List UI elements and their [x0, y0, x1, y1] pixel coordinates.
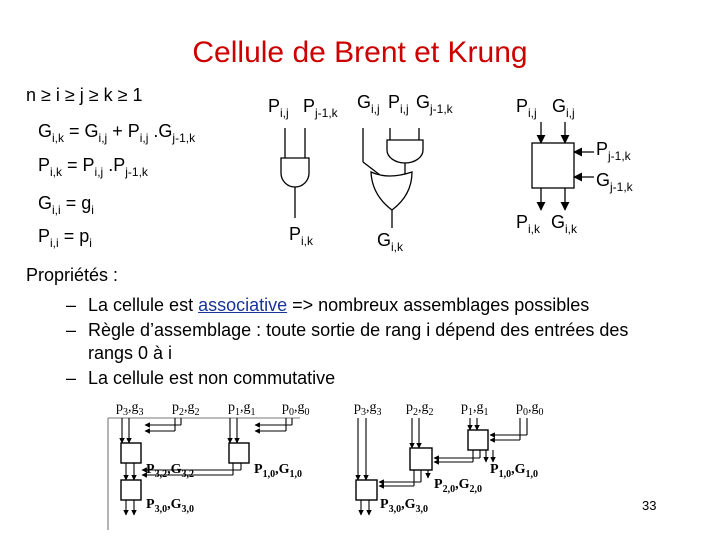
br-input-2: $p_2,g_2$ — [406, 400, 434, 418]
property-assembly-rule-line-2: rangs 0 à i — [88, 343, 173, 363]
or-gate-input-label-2: $P_{i,j}$ — [388, 92, 409, 116]
or-gate — [363, 128, 423, 228]
br-output-20: $P_{2,0},G_{2,0}$ — [434, 477, 482, 495]
page-number: 33 — [642, 498, 657, 513]
cell-box-input-label-g: $G_{i,j}$ — [552, 96, 575, 120]
bottom-left-network — [108, 418, 300, 530]
br-output-10: $P_{1,0},G_{1,0}$ — [490, 462, 538, 480]
br-input-3: $p_3,g_3$ — [354, 400, 382, 418]
cell-box-side-label-g: $G_{j-1,k}$ — [596, 170, 633, 194]
bullet-marker: – — [66, 320, 77, 340]
bl-input-1: $p_1,g_1$ — [228, 400, 256, 418]
properties-heading: Propriétés : — [26, 265, 119, 285]
or-gate-and-body — [387, 140, 423, 163]
and-gate-input-label-1: $P_{i,j}$ — [268, 96, 289, 120]
br-cell-bottom — [356, 480, 377, 500]
bl-input-0: $p_0,g_0$ — [282, 400, 310, 418]
bl-cell-right — [229, 443, 249, 463]
and-gate-input-label-2: $P_{j-1,k}$ — [303, 96, 338, 120]
cell-box-body — [532, 143, 574, 188]
and-gate-output-label: $P_{i,k}$ — [289, 224, 314, 248]
bl-cell-top — [121, 443, 141, 463]
bl-input-3: $p_3,g_3$ — [116, 400, 144, 418]
bullet-marker: – — [66, 295, 77, 315]
bl-output-30: $P_{3,0},G_{3,0}$ — [146, 497, 194, 515]
cell-box-side-label-p: $P_{j-1,k}$ — [596, 139, 631, 163]
br-input-0: $p_0,g_0$ — [516, 400, 544, 418]
cell-box-output-label-p: $P_{i,k}$ — [516, 212, 541, 236]
and-gate — [281, 128, 309, 218]
br-output-30: $P_{3,0},G_{3,0}$ — [380, 497, 428, 515]
br-cell-right — [468, 430, 488, 450]
cell-box-input-label-p: $P_{i,j}$ — [516, 96, 537, 120]
cell-box-output-label-g: $G_{i,k}$ — [551, 212, 578, 236]
bl-output-10: $P_{1,0},G_{1,0}$ — [254, 462, 302, 480]
equation-g-init: $G_{i,i} = g_i$ — [38, 193, 94, 217]
associative-link[interactable]: associative — [198, 295, 288, 315]
slide-title: Cellule de Brent et Krung — [192, 36, 528, 69]
cell-box — [532, 122, 594, 210]
equation-p-init: $P_{i,i} = p_i$ — [38, 226, 92, 250]
or-gate-input-label-1: $G_{i,j}$ — [357, 92, 380, 116]
or-gate-input-label-3: $G_{j-1,k}$ — [416, 92, 453, 116]
bullet-marker: – — [66, 368, 77, 388]
bl-output-32: $P_{3,2},G_{3,2}$ — [146, 462, 194, 480]
equation-g: $G_{i,k} = G_{i,j} + P_{i,j}$ $.G_{j-1,k}$ — [38, 121, 196, 145]
bl-input-2: $p_2,g_2$ — [172, 400, 200, 418]
or-gate-output-label: $G_{i,k}$ — [377, 230, 404, 254]
property-non-commutative: La cellule est non commutative — [88, 368, 336, 388]
bottom-right-network — [356, 418, 527, 515]
br-input-1: $p_1,g_1$ — [461, 400, 489, 418]
bl-cell-bottom — [121, 480, 141, 500]
ordering-constraint: n ≥ i ≥ j ≥ k ≥ 1 — [26, 85, 143, 105]
and-gate-body — [281, 158, 309, 187]
property-associative: La cellule est associative => nombreux assemblages possibles — [88, 295, 590, 315]
br-cell-center — [410, 448, 432, 470]
property-assembly-rule-line-1: Règle d’assemblage : toute sortie de rang i dépend des entrées des — [88, 320, 629, 340]
equation-p: $P_{i,k} = P_{i,j}$ $.P_{j-1,k}$ — [38, 155, 148, 179]
or-gate-or-body — [371, 172, 412, 210]
